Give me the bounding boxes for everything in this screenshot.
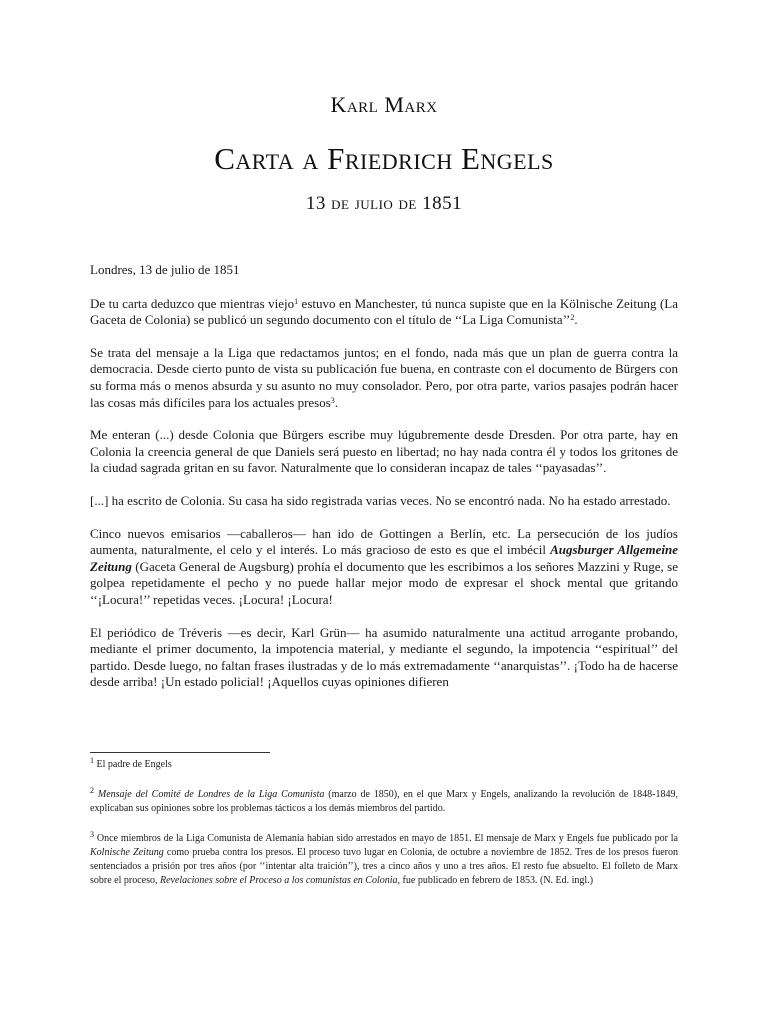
paragraph-5-text-b: (Gaceta General de Augsburg) prohía el documento que les escribimos a los señores Mazzini y Ruge, se golpea repetidamente el pecho y no puede hallar mejor modo de expresar el shock mental que gritando ‘‘¡Locura!’’ repetidas veces. ¡Locura! ¡Locura! [90, 558, 678, 607]
footnote-3-number: 3 [90, 830, 94, 839]
footnote-1-number: 1 [90, 756, 94, 765]
footnote-2-text: (marzo de 1850), en el que Marx y Engels, analizando la revolución de 1848-1849, explicaban sus opiniones sobre los problemas tácticos a los demás miembros del partido. [90, 789, 678, 814]
paragraph-1-text-c: . [574, 312, 578, 328]
letter-body [90, 262, 678, 707]
footnote-3 [90, 832, 678, 888]
paragraph-2 [90, 345, 678, 411]
footnote-2 [90, 788, 678, 816]
footnote-2-number: 2 [90, 786, 94, 795]
paragraph-6: El periódico de Tréveris —es decir, Karl Grün— ha asumido naturalmente una actitud arrogante probando, mediante el primer documento, la impotencia material, y mediante el segundo, la impotencia ‘‘espiritual’’ del partido. Desde luego, no faltan frases ilustradas y de lo más extremadamente ‘‘anarquistas’’. ¡Todo ha de hacerse desde arriba! ¡Un estado policial! ¡Aquellos cuyas opiniones difieren [90, 624, 678, 690]
footnote-3-text-c: , fue publicado en febrero de 1853. (N. Ed. ingl.) [397, 875, 594, 886]
paragraph-2-text-b: . [334, 394, 339, 410]
footnote-3-newspaper: Kolnische Zeitung [90, 847, 164, 858]
footnote-3-book-title: Revelaciones sobre el Proceso a los comunistas en Colonia [159, 875, 398, 886]
footnote-2-title: Mensaje del Comité de Londres de la Liga Comunista [97, 789, 325, 800]
footnote-1 [90, 758, 678, 772]
footnote-separator [90, 752, 270, 753]
author-heading: Karl Marx [330, 92, 438, 117]
footnote-3-text-a: Once miembros de la Liga Comunista de Alemania habían sido arrestados en mayo de 1851. El mensaje de Marx y Engels fue publicado por la [94, 833, 678, 844]
footnote-ref-2[interactable]: 2 [570, 313, 575, 323]
paragraph-1-text-a: De tu carta deduzco que mientras viejo [90, 295, 295, 311]
footnote-1-text: El padre de Engels [94, 759, 172, 770]
place-date-line: Londres, 13 de julio de 1851 [90, 262, 240, 277]
document-title: Carta a Friedrich Engels [214, 141, 554, 176]
footnote-3-text-b: como prueba contra los presos. El proceso tuvo lugar en Colonia, de octubre a noviembre de 1852. Tres de los presos fueron sentenciados a prisión por tres años (por ‘‘intentar alta traición’’), tres a cinco años y uno a tres años. El resto fue absuelto. El folleto de Marx sobre el proceso, [90, 847, 678, 886]
newspaper-title: Augsburger Allgemeine Zeitung [90, 542, 678, 574]
footnotes-section [90, 758, 678, 904]
paragraph-4: [...] ha escrito de Colonia. Su casa ha sido registrada varias veces. No se encontró nada. No ha estado arrestado. [90, 492, 671, 508]
paragraph-5 [90, 526, 678, 609]
footnote-ref-1[interactable]: 1 [294, 296, 299, 306]
paragraph-5-text-a: Cinco nuevos emisarios —caballeros— han ido de Gottingen a Berlín, etc. La persecución de los judíos aumenta, naturalmente, el celo y el interés. Lo más gracioso de esto es que el imbécil [90, 525, 678, 558]
paragraph-3: Me enteran (...) desde Colonia que Bürgers escribe muy lúgubremente desde Dresden. Por otra parte, hay en Colonia la creencia general de que Daniels será puesto en libertad; no hay nada contra él y todos los gritones de la ciudad sagrada gritan en su favor. Naturalmente que lo consideran incapaz de tales ‘‘payasadas’’. [90, 427, 678, 476]
footnote-ref-3[interactable]: 3 [330, 395, 335, 405]
paragraph-1-text-b: estuvo en Manchester, tú nunca supiste que en la Kölnische Zeitung (La Gaceta de Colonia) se publicó un segundo documento con el título de ‘‘La Liga Comunista’’ [90, 295, 679, 328]
paragraph-2-text-a: Se trata del mensaje a la Liga que redactamos juntos; en el fondo, nada más que un plan de guerra contra la democracia. Desde cierto punto de vista su publicación fue buena, en contraste con el documento de Bürgers con su forma más o menos absurda y su asunto no muy consolador. Pero, por otra parte, varios pasajes podrán hacer las cosas más difíciles para los actuales presos [90, 344, 678, 410]
document-date: 13 de julio de 1851 [305, 193, 463, 214]
paragraph-1 [90, 296, 678, 329]
